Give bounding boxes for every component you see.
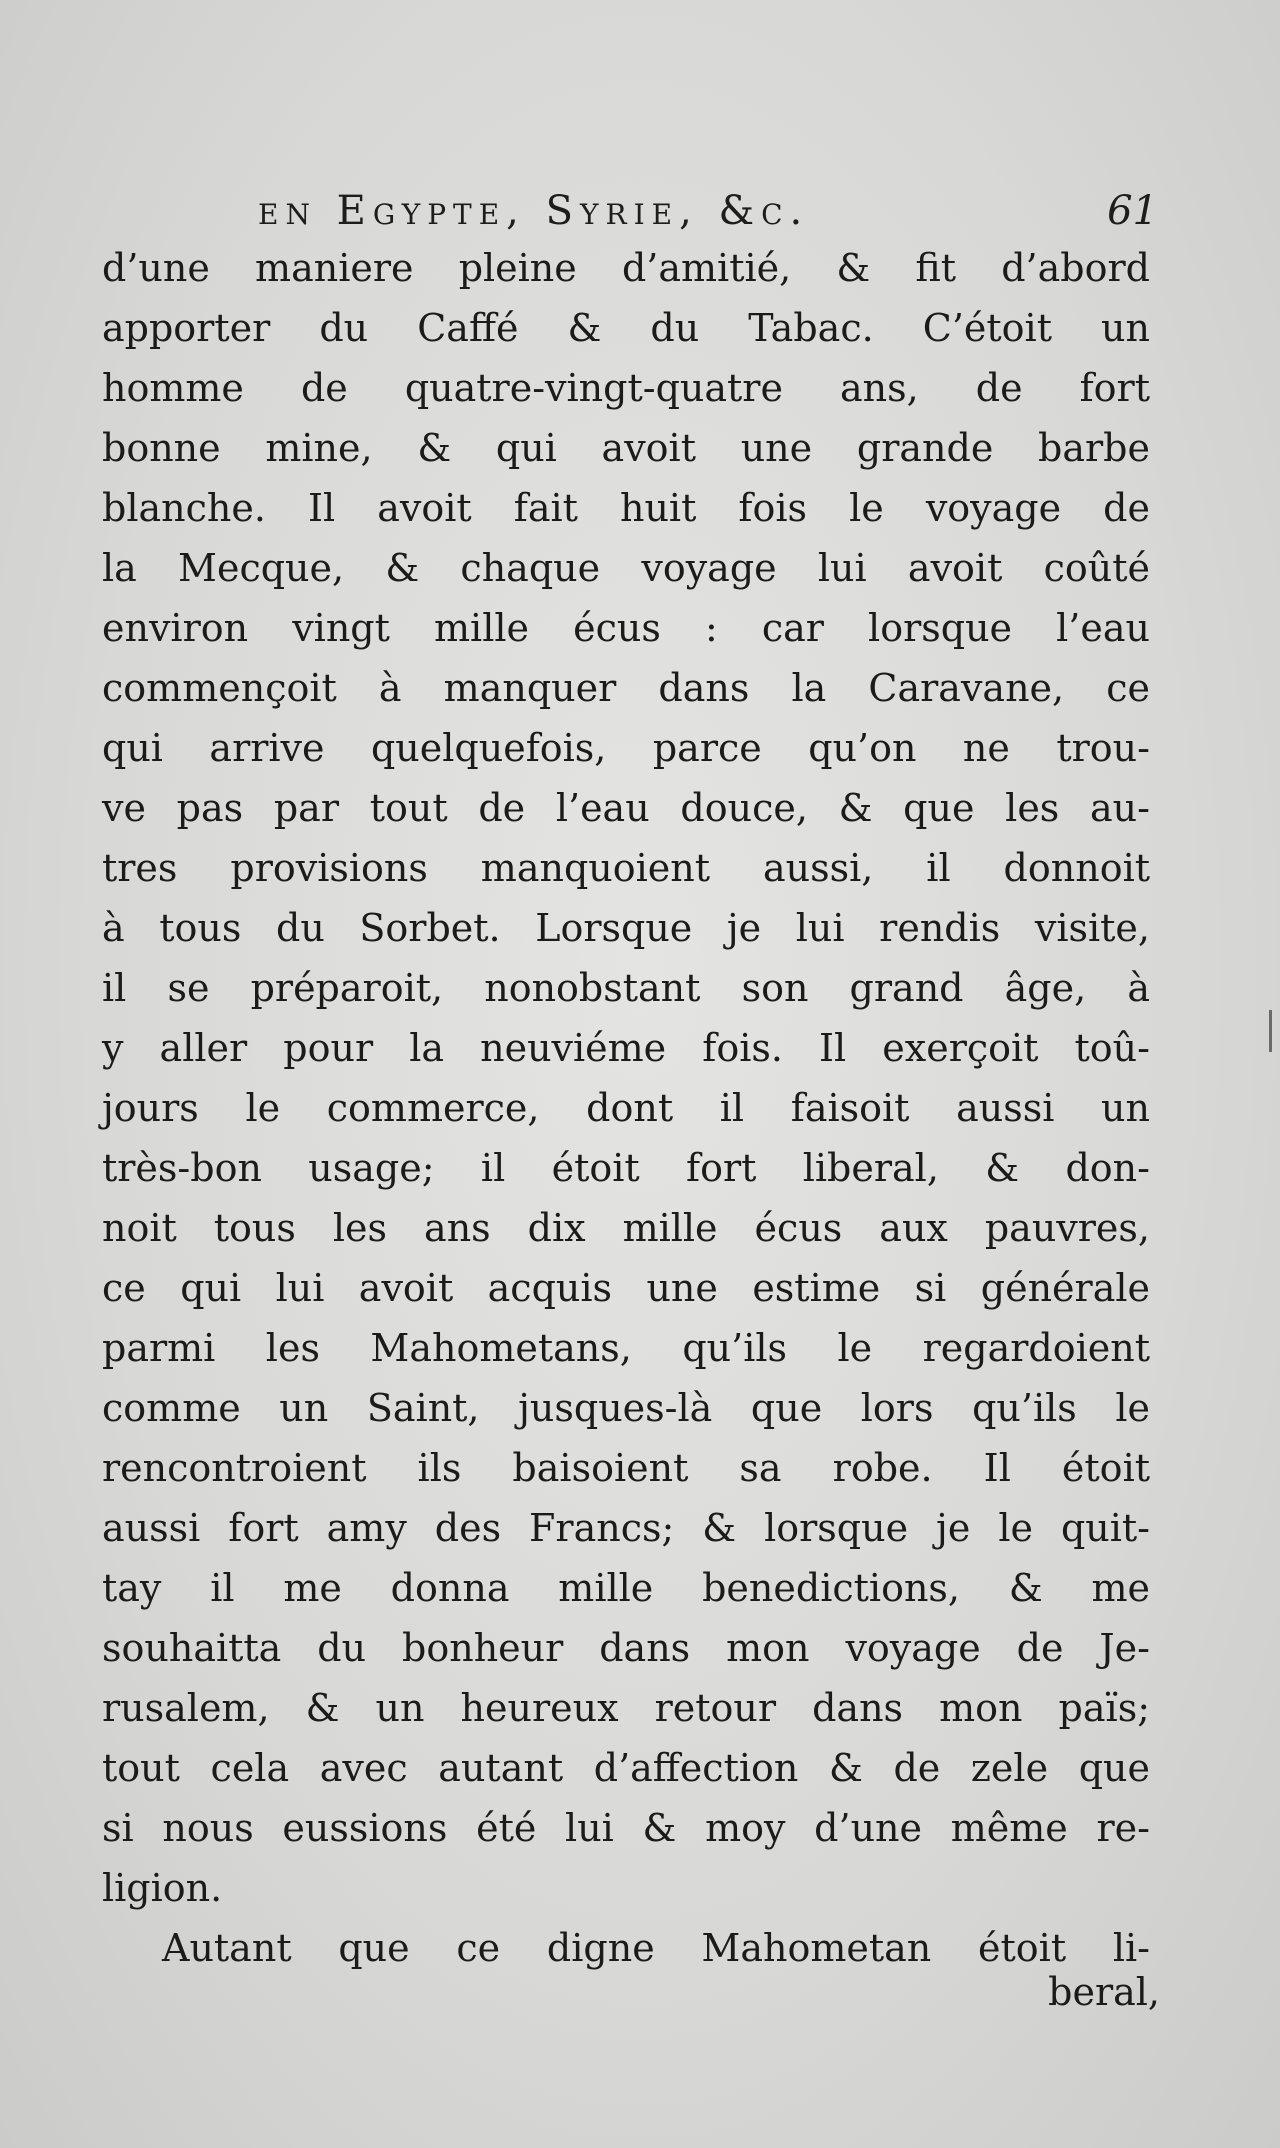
text-line: y aller pour la neuviéme fois. Il exerçoit toû- — [102, 1026, 1150, 1070]
paragraph-start-line: Autant que ce digne Mahometan étoit li- — [162, 1926, 1150, 1970]
text-line: environ vingt mille écus : car lorsque l’eau — [102, 606, 1150, 650]
text-line: ce qui lui avoit acquis une estime si générale — [102, 1266, 1150, 1310]
text-line: qui arrive quelquefois, parce qu’on ne trou- — [102, 726, 1150, 770]
text-line: aussi fort amy des Francs; & lorsque je le quit- — [102, 1506, 1150, 1550]
text-line: à tous du Sorbet. Lorsque je lui rendis visite, — [102, 906, 1150, 950]
text-line: comme un Saint, jusques-là que lors qu’ils le — [102, 1386, 1150, 1430]
catchword: beral, — [1048, 1970, 1160, 2014]
text-line: noit tous les ans dix mille écus aux pauvres, — [102, 1206, 1150, 1250]
text-line: d’une maniere pleine d’amitié, & fit d’abord — [102, 246, 1150, 290]
running-title: en Egypte, Syrie, &c. — [258, 188, 810, 234]
text-line: très-bon usage; il étoit fort liberal, & don- — [102, 1146, 1150, 1190]
text-line: rusalem, & un heureux retour dans mon païs; — [102, 1686, 1150, 1730]
paragraph-end-line: ligion. — [102, 1866, 223, 1910]
page-edge-mark — [1269, 1010, 1272, 1052]
text-line: rencontroient ils baisoient sa robe. Il étoit — [102, 1446, 1150, 1490]
page-number: 61 — [1107, 188, 1158, 234]
text-line: blanche. Il avoit fait huit fois le voyage de — [102, 486, 1150, 530]
text-line: tay il me donna mille benedictions, & me — [102, 1566, 1150, 1610]
text-line: il se préparoit, nonobstant son grand âge, à — [102, 966, 1150, 1010]
text-line: souhaitta du bonheur dans mon voyage de Je- — [102, 1626, 1150, 1670]
text-line: parmi les Mahometans, qu’ils le regardoient — [102, 1326, 1150, 1370]
text-line: apporter du Caffé & du Tabac. C’étoit un — [102, 306, 1150, 350]
text-line: ve pas par tout de l’eau douce, & que les au- — [102, 786, 1150, 830]
text-line: si nous eussions été lui & moy d’une même re- — [102, 1806, 1150, 1850]
body-text — [102, 238, 1150, 1978]
text-line: la Mecque, & chaque voyage lui avoit coûté — [102, 546, 1150, 590]
text-line: jours le commerce, dont il faisoit aussi un — [102, 1086, 1150, 1130]
text-line: tout cela avec autant d’affection & de zele que — [102, 1746, 1150, 1790]
text-line: homme de quatre-vingt-quatre ans, de fort — [102, 366, 1150, 410]
text-line: tres provisions manquoient aussi, il donnoit — [102, 846, 1150, 890]
text-line: bonne mine, & qui avoit une grande barbe — [102, 426, 1150, 470]
text-line: commençoit à manquer dans la Caravane, ce — [102, 666, 1150, 710]
